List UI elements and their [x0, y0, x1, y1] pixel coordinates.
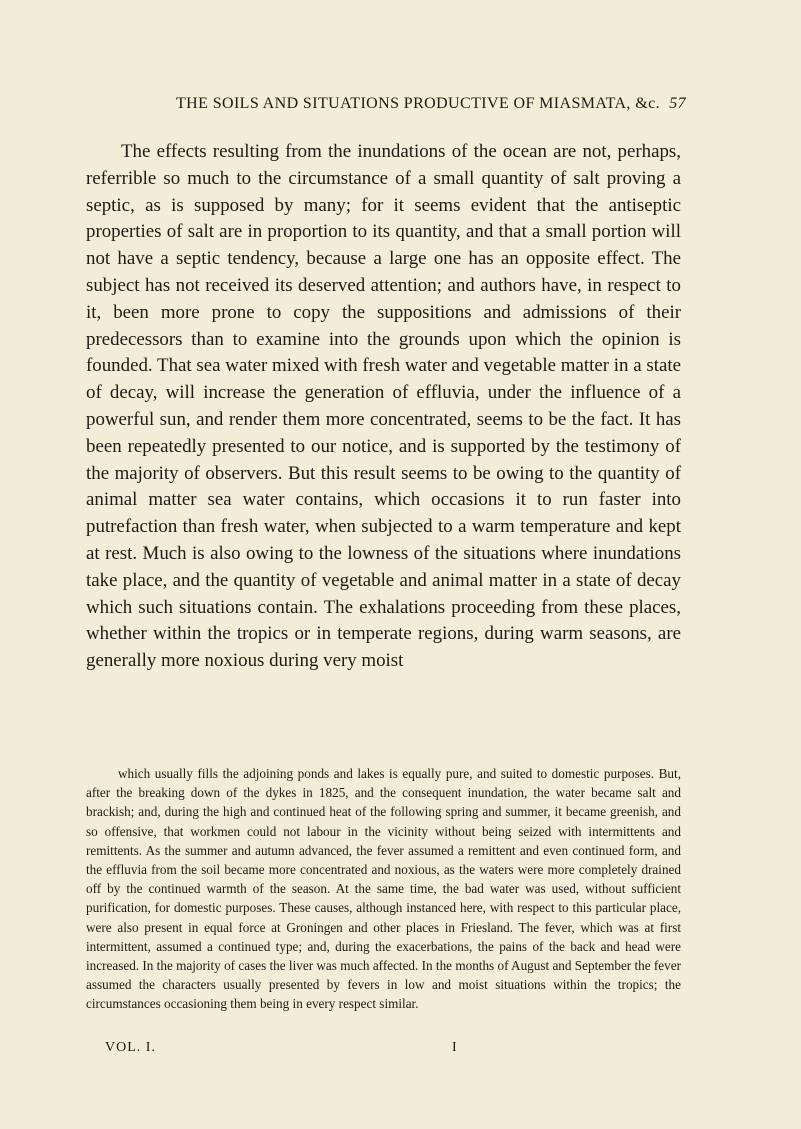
- signature-mark: I: [452, 1040, 458, 1055]
- body-paragraph: The effects resulting from the inundations of the ocean are not, perhaps, referrible so much to the circumstance of a small quantity of salt proving a septic, as is supposed by many; for it seems evident that the antiseptic properties of salt are in proportion to its quantity, and that a small portion will not have a septic tendency, because a large one has an opposite effect. The subject has not received its deserved attention; and authors have, in respect to it, been more prone to copy the suppositions and admissions of their predecessors than to examine into the grounds upon which the opinion is founded. That sea water mixed with fresh water and vegetable matter in a state of decay, will increase the generation of effluvia, under the influence of a powerful sun, and render them more concentrated, seems to be the fact. It has been repeatedly presented to our notice, and is supported by the testimony of the majority of observers. But this result seems to be owing to the quantity of animal matter sea water contains, which occasions it to run faster into putrefaction than fresh water, when subjected to a warm temperature and kept at rest. Much is also owing to the lowness of the situations where inundations take place, and the quantity of vegetable and animal matter in a state of decay which such situations contain. The exhalations proceeding from these places, whether within the tropics or in temperate regions, during warm seasons, are generally more noxious during very moist: [86, 141, 681, 672]
- running-title: THE SOILS AND SITUATIONS PRODUCTIVE OF MIASMATA, &c.: [176, 95, 660, 112]
- volume-signature: VOL. I.: [105, 1040, 156, 1055]
- running-head: [176, 95, 686, 117]
- footnote-text: which usually fills the adjoining ponds and lakes is equally pure, and suited to domestic purposes. But, after the breaking down of the dykes in 1825, and the consequent inundation, the water became salt and brackish; and, during the high and continued heat of the following spring and summer, it became greenish, and so offensive, that workmen could not labour in the vicinity without being seized with intermittents and remittents. As the summer and autumn advanced, the fever assumed a remittent and even continued form, and the effluvia from the soil became more concentrated and noxious, as the waters were more completely drained off by the continued warmth of the season. At the same time, the bad water was used, without sufficient purification, for domestic purposes. These causes, although instanced here, with respect to this particular place, were also present in equal force at Groningen and other places in Friesland. The fever, which was at first intermittent, assumed a continued type; and, during the exacerbations, the pains of the back and head were increased. In the majority of cases the liver was much affected. In the months of August and September the fever assumed the characters usually presented by fevers in low and moist situations within the tropics; the circumstances occasioning them being in every respect similar.: [86, 766, 681, 1012]
- page-number: 57: [669, 95, 686, 112]
